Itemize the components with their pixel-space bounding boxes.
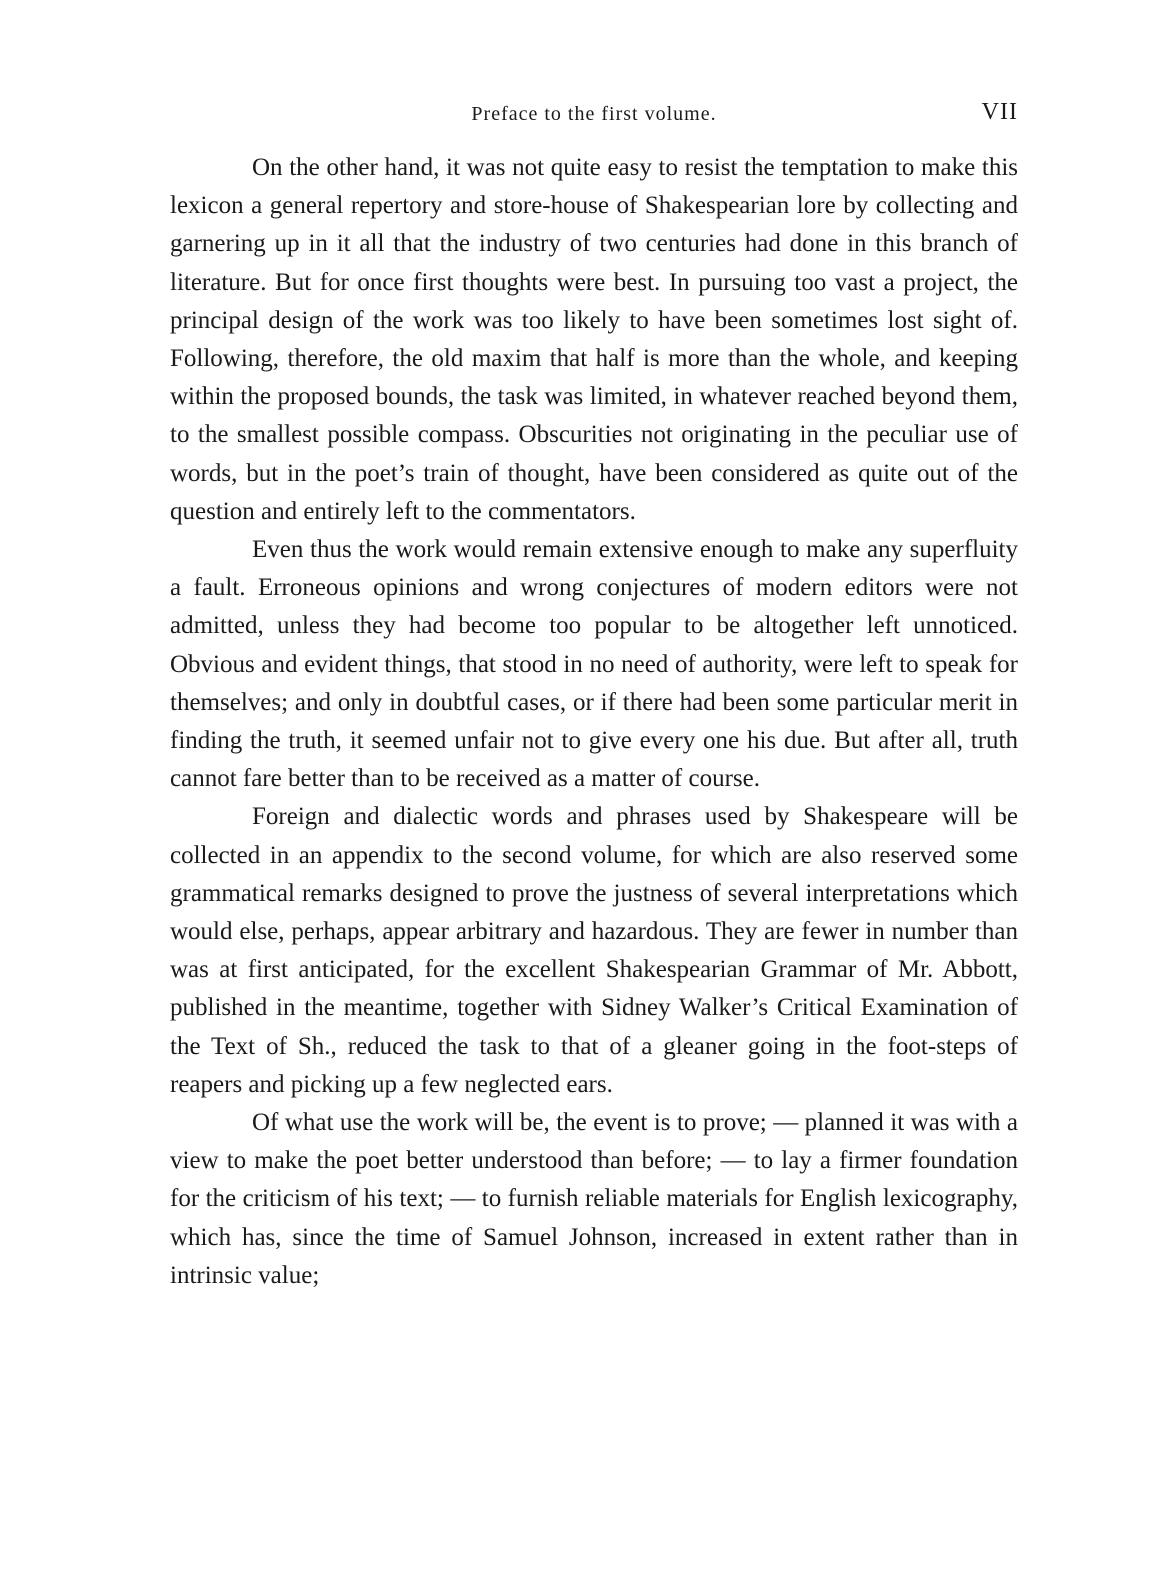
page-number: VII (981, 99, 1018, 125)
paragraph-1: On the other hand, it was not quite easy to resist the temptation to make this lexicon a general repertory and store-house of Shakespearian lore by collecting and garnering up in it all that the industry of two centuries had done in this branch of literature. But for once first thoughts were best. In pursuing too vast a project, the principal design of the work was too likely to have been sometimes lost sight of. Following, therefore, the old maxim that half is more than the whole, and keeping within the proposed bounds, the task was limited, in whatever reached beyond them, to the smallest possible compass. Obscurities not originating in the peculiar use of words, but in the poet’s train of thought, have been considered as quite out of the question and entirely left to the commentators. (170, 154, 1018, 525)
paragraph-3: Foreign and dialectic words and phrases used by Shakespeare will be collected in an appendix to the second volume, for which are also reserved some grammatical remarks designed to prove the justness of several interpretations which would else, perhaps, appear arbitrary and hazardous. They are fewer in number than was at first anticipated, for the excellent Shakespearian Grammar of Mr. Abbott, published in the meantime, together with Sidney Walker’s Critical Examination of the Text of Sh., reduced the task to that of a gleaner going in the foot-steps of reapers and picking up a few neglected ears. (170, 803, 1018, 1098)
page-header (170, 99, 1018, 135)
paragraph-2: Even thus the work would remain extensive enough to make any superfluity a fault. Erroneous opinions and wrong conjectures of modern editors were not admitted, unless they had become too popular to be altogether left unnoticed. Obvious and evident things, that stood in no need of authority, were left to speak for themselves; and only in doubtful cases, or if there had been some particular merit in finding the truth, it seemed unfair not to give every one his due. But after all, truth cannot fare better than to be received as a matter of course. (170, 536, 1018, 793)
running-head: Preface to the first volume. (471, 103, 717, 125)
paragraph-4: Of what use the work will be, the event is to prove; — planned it was with a view to make the poet better understood than before; — to lay a firmer foundation for the criticism of his text; — to furnish reliable materials for English lexicography, which has, since the time of Samuel Johnson, increased in extent rather than in intrinsic value; (170, 1109, 1018, 1289)
body-text (170, 149, 1018, 1295)
